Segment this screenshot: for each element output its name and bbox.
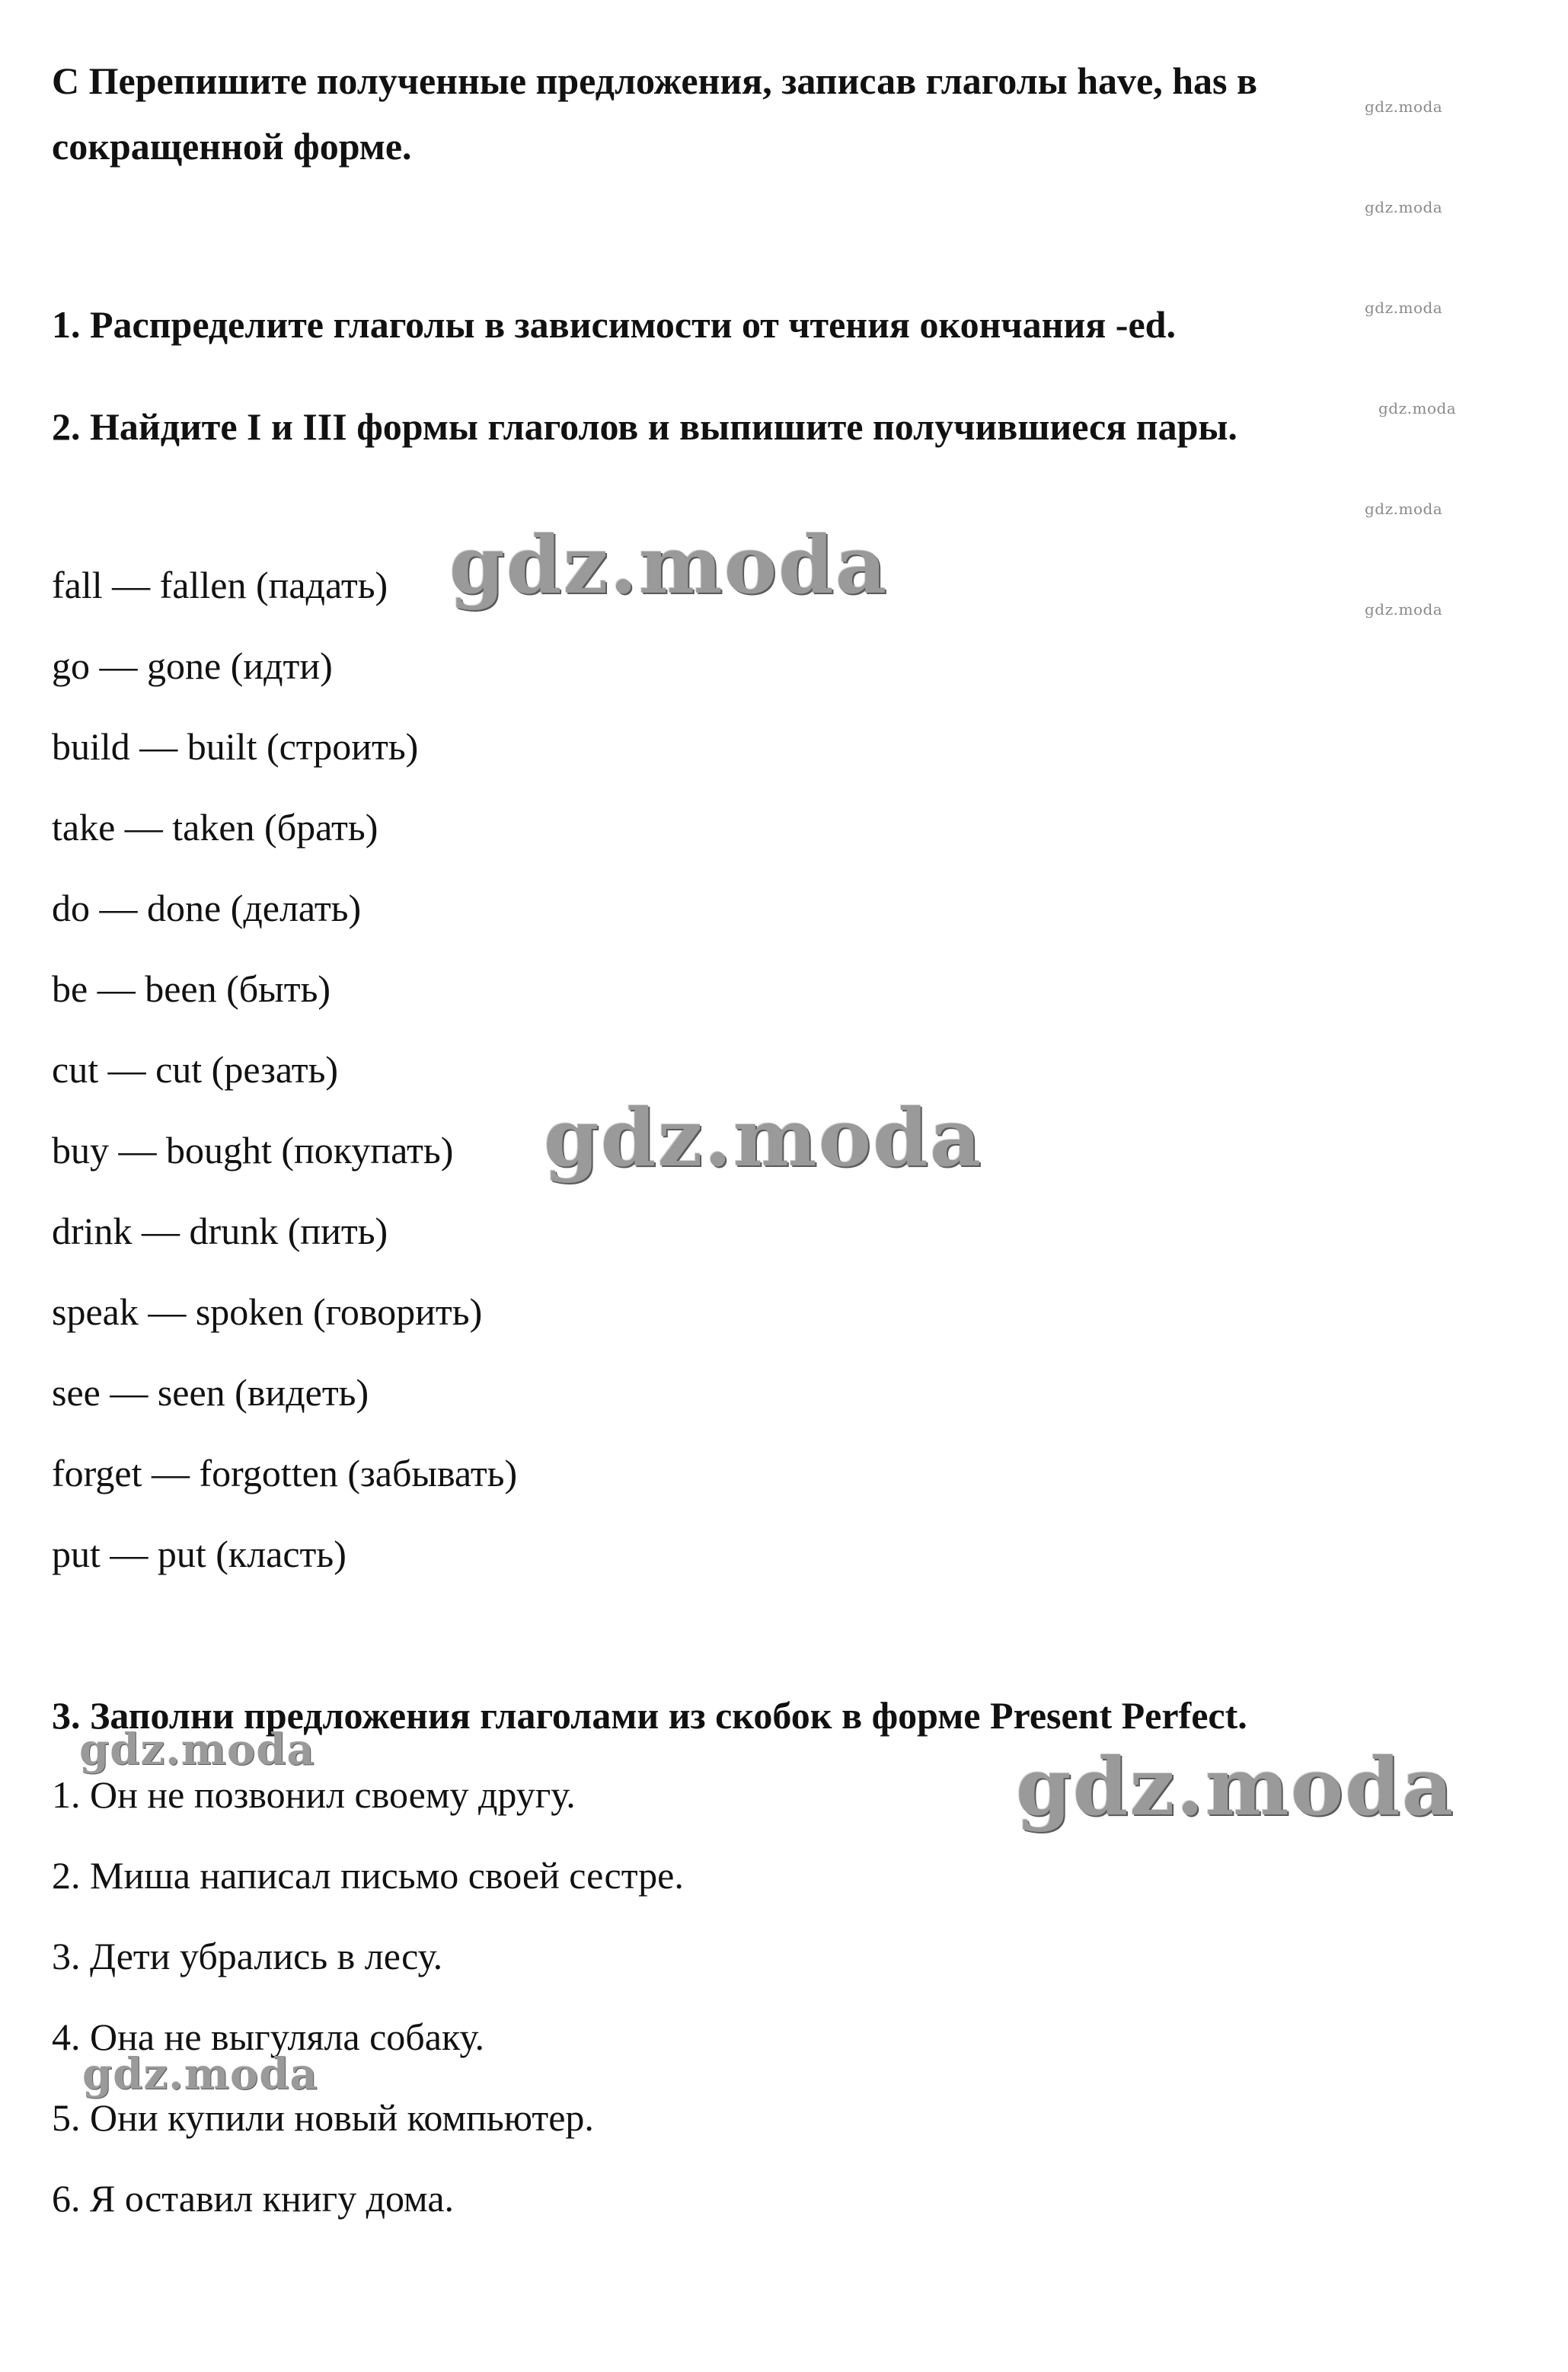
verb-pair: fall — fallen (падать) — [52, 564, 388, 606]
watermark-medium: gdz.moda — [79, 1725, 315, 1775]
watermark-large: gdz.moda — [1016, 1740, 1455, 1833]
watermark-small: gdz.moda — [1365, 600, 1443, 619]
watermark-large: gdz.moda — [449, 518, 889, 612]
verb-pair: go — gone (идти) — [52, 644, 333, 687]
verb-pair: do — done (делать) — [52, 887, 362, 929]
sentence-item: 1. Он не позвонил своему другу. — [52, 1773, 576, 1816]
verb-pair: forget — forgotten (забывать) — [52, 1452, 518, 1494]
section-c-heading-line1: С Перепишите полученные предложения, записав глаголы have, has в — [52, 59, 1257, 102]
watermark-medium: gdz.moda — [82, 2049, 318, 2099]
sentence-item: 4. Она не выгуляла собаку. — [52, 2016, 485, 2058]
watermark-small: gdz.moda — [1365, 500, 1443, 518]
sentence-item: 5. Они купили новый компьютер. — [52, 2096, 594, 2139]
watermark-small: gdz.moda — [1378, 399, 1457, 417]
watermark-large: gdz.moda — [544, 1091, 983, 1184]
verb-pair: cut — cut (резать) — [52, 1048, 339, 1091]
verb-pair: speak — spoken (говорить) — [52, 1290, 483, 1333]
verb-pair: be — been (быть) — [52, 967, 331, 1010]
verb-pair: build — built (строить) — [52, 725, 419, 768]
watermark-small: gdz.moda — [1365, 198, 1443, 216]
section-2-heading: 2. Найдите I и III формы глаголов и выпишите получившиеся пары. — [52, 405, 1237, 448]
section-3-heading: 3. Заполни предложения глаголами из скобок в форме Present Perfect. — [52, 1694, 1247, 1737]
section-c-heading-line2: сокращенной форме. — [52, 125, 412, 168]
verb-pair: buy — bought (покупать) — [52, 1129, 454, 1172]
verb-pair: take — taken (брать) — [52, 806, 378, 849]
verb-pair: see — seen (видеть) — [52, 1371, 369, 1414]
sentence-item: 2. Миша написал письмо своей сестре. — [52, 1854, 684, 1897]
verb-pair: drink — drunk (пить) — [52, 1210, 388, 1252]
section-1-heading: 1. Распределите глаголы в зависимости от чтения окончания -ed. — [52, 303, 1176, 346]
sentence-item: 6. Я оставил книгу дома. — [52, 2177, 455, 2220]
watermark-small: gdz.moda — [1365, 299, 1443, 317]
verb-pair: put — put (класть) — [52, 1533, 346, 1575]
watermark-small: gdz.moda — [1365, 98, 1443, 116]
sentence-item: 3. Дети убрались в лесу. — [52, 1935, 443, 1977]
